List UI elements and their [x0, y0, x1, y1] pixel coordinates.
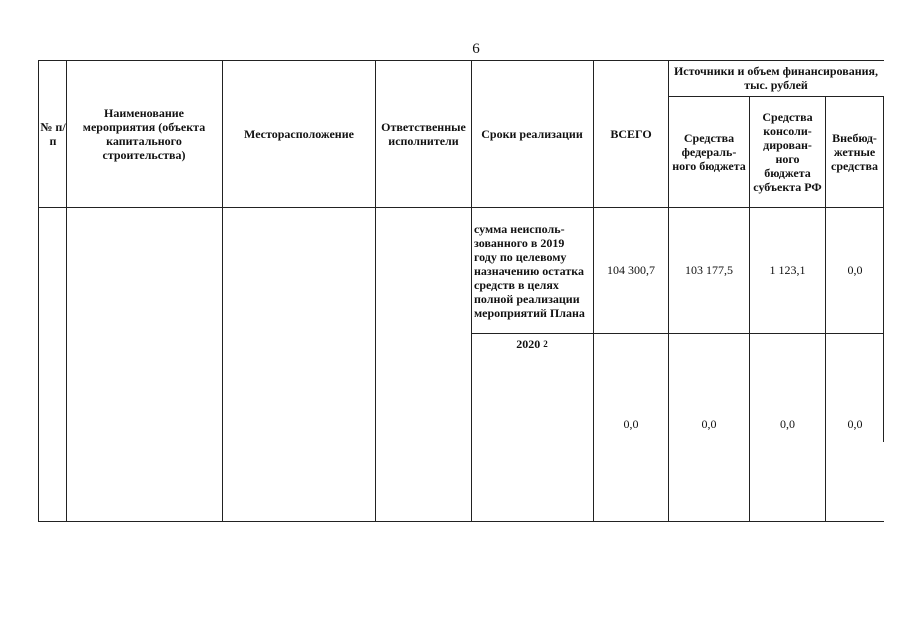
row2-extrabudget: 0,0	[847, 416, 863, 431]
financing-table	[38, 60, 884, 522]
row1-total: 104 300,7	[607, 263, 655, 277]
table-line	[38, 60, 39, 522]
header-total: ВСЕГО	[610, 126, 652, 141]
header-extrabudget: Внебюд-жетные средства	[831, 130, 878, 173]
table-line	[471, 60, 472, 522]
header-number: № п/п	[40, 119, 66, 148]
header-consolidated: Средства консоли-дирован-ного бюджета субъекта РФ	[753, 109, 822, 194]
header-name: Наименование мероприятия (объекта капитального строительства)	[82, 105, 206, 162]
row2-term	[474, 336, 590, 352]
table-line	[375, 60, 376, 522]
row2-federal: 0,0	[701, 416, 717, 431]
row2-total: 0,0	[623, 416, 639, 431]
header-responsible: Ответственные исполнители	[381, 119, 466, 148]
row1-term: сумма неисполь-зованного в 2019 году по целевому назначению остатка средств в целях полной реализации мероприятий Плана	[474, 221, 585, 320]
row1-consolidated: 1 123,1	[769, 263, 806, 277]
footnote-mark: 2	[543, 339, 548, 349]
header-federal: Средства федераль-ного бюджета	[672, 130, 746, 173]
row1-federal: 103 177,5	[685, 263, 733, 277]
header-sources-group: Источники и объем финансирования, тыс. рублей	[673, 64, 879, 92]
header-terms: Сроки реализации	[481, 126, 583, 141]
row2-term-year: 2020	[516, 337, 541, 351]
header-location: Месторасположение	[244, 126, 354, 141]
table-line	[222, 60, 223, 522]
row1-extrabudget: 0,0	[847, 263, 863, 277]
table-line	[66, 60, 67, 522]
row2-consolidated: 0,0	[780, 416, 795, 431]
table-line	[38, 521, 884, 522]
page-number: 6	[472, 41, 480, 57]
